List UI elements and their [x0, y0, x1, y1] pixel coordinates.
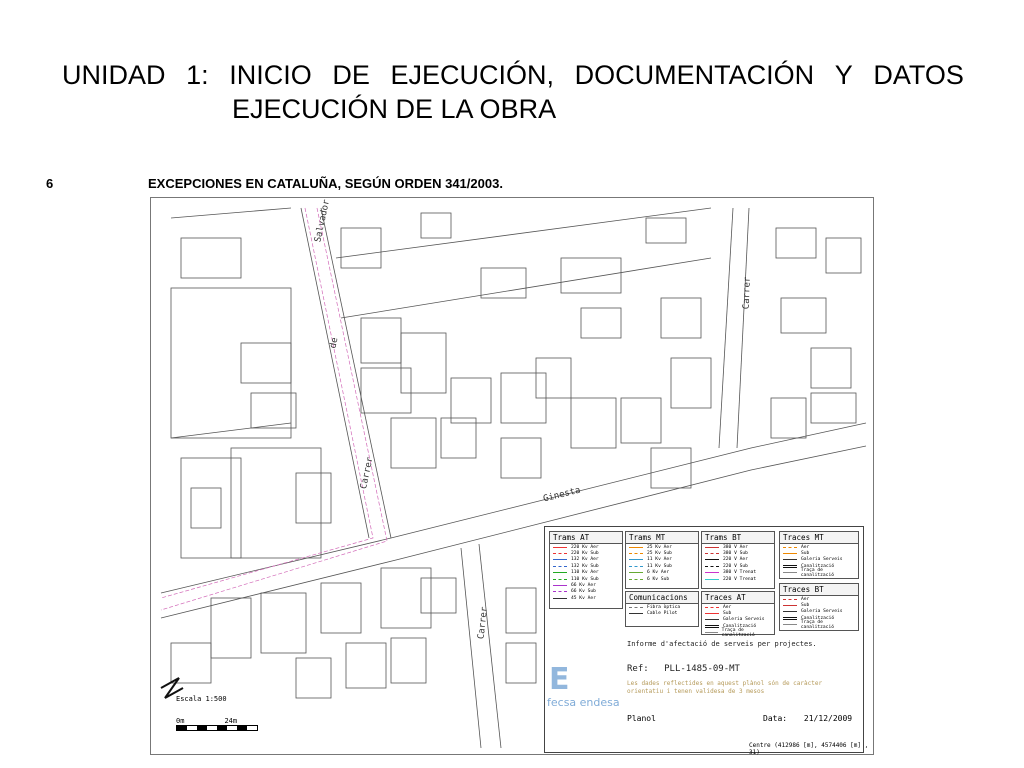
legend-label: Aer: [801, 596, 810, 602]
legend-label: 380 V Aer: [723, 544, 748, 550]
legend-comunicacions: [625, 591, 699, 627]
legend-label: 25 Kv Aer: [647, 544, 672, 550]
validity-note: Les dades reflectides en aquest plànol són de caràcter orientatiu i tenen validesa de 3 mesos: [627, 680, 823, 695]
report-reference: [627, 664, 740, 674]
legend-label: Galeria Serveis: [801, 557, 843, 563]
legend-label: 11 Kv Aer: [647, 557, 672, 563]
date-value: 21/12/2009: [803, 714, 853, 723]
legend-label: 220 V Trenat: [723, 576, 757, 582]
legend-row: [550, 595, 622, 601]
report-info-box: [623, 634, 859, 734]
legend-label: Canalització: [801, 563, 835, 569]
report-title: Informe d'afectació de serveis per projectes.: [627, 640, 817, 648]
legend-label: 220 Kv Sub: [571, 551, 599, 557]
slide-title: [62, 58, 964, 126]
street-label: Ginesta: [542, 485, 582, 505]
legend-label: 45 Kv Aer: [571, 595, 596, 601]
legend-title: Traces AT: [702, 592, 774, 604]
street-label: de: [328, 336, 341, 350]
legend-label: 380 V Trenat: [723, 570, 757, 576]
title-line-1: [62, 58, 964, 92]
legend-label: 380 V Sub: [723, 551, 748, 557]
title-word: Y: [834, 60, 853, 90]
street-label: Salvador: [313, 198, 333, 244]
legend-row: [626, 610, 698, 616]
legend-traces-at: [701, 591, 775, 638]
legend-label: 220 Kv Aer: [571, 544, 599, 550]
legend-row: [702, 576, 774, 582]
legend-label: 132 Kv Aer: [571, 557, 599, 563]
legend-title: Traces MT: [780, 532, 858, 544]
ref-value: PLL-1485-09-MT: [664, 664, 740, 674]
scale-end: 24m: [224, 717, 238, 725]
scale-start: 0m: [176, 717, 185, 725]
plan-label: Planol: [627, 714, 656, 723]
title-word: UNIDAD: [62, 60, 166, 90]
legend-title: Traces BT: [780, 584, 858, 596]
map-legend: [544, 526, 864, 753]
legend-trams-mt: [625, 531, 699, 589]
legend-label: Traça de canalització: [800, 567, 834, 578]
legend-trams-at: [549, 531, 623, 609]
legend-label: 6 Kv Sub: [647, 576, 670, 582]
legend-label: Aer: [723, 604, 732, 610]
date-label: Data:: [763, 714, 788, 723]
map-center-coordinates: Centre (412986 [m], 4574406 [m] , 31): [749, 742, 869, 756]
legend-label: 110 Kv Aer: [571, 570, 599, 576]
legend-label: 220 V Sub: [723, 563, 748, 569]
section-heading: EXCEPCIONES EN CATALUÑA, SEGÚN ORDEN 341/2003.: [148, 176, 503, 191]
legend-row: [626, 576, 698, 582]
logo-mark-icon: E: [549, 662, 570, 697]
title-word: EJECUCIÓN,: [390, 60, 555, 90]
report-date: [763, 714, 852, 723]
legend-label: Sub: [801, 551, 810, 557]
section-number: 6: [46, 176, 54, 191]
legend-row: [780, 619, 858, 630]
legend-label: 66 Kv Sub: [571, 589, 596, 595]
title-word: INICIO: [229, 60, 312, 90]
legend-label: 220 V Aer: [723, 557, 748, 563]
utility-plan-image: [150, 197, 874, 755]
title-word: 1:: [186, 60, 209, 90]
legend-label: Canalització: [723, 623, 757, 629]
legend-label: 11 Kv Sub: [647, 563, 672, 569]
street-label: Carrer: [358, 456, 376, 490]
legend-label: 6 Kv Aer: [647, 570, 670, 576]
legend-label: 110 Kv Sub: [571, 576, 599, 582]
scale-bar: [176, 695, 258, 731]
title-line-2: EJECUCIÓN DE LA OBRA: [232, 94, 557, 124]
street-label: Carrer: [476, 606, 490, 640]
fecsa-endesa-logo: [547, 662, 621, 718]
scale-label: Escala 1:500: [176, 695, 227, 703]
title-word: DOCUMENTACIÓN: [574, 60, 815, 90]
legend-label: Traça de canalització: [800, 619, 834, 630]
logo-text: fecsa endesa: [547, 696, 620, 709]
legend-label: 66 Kv Aer: [571, 583, 596, 589]
legend-title: Trams BT: [702, 532, 774, 544]
legend-title: Trams MT: [626, 532, 698, 544]
title-word: DE: [332, 60, 370, 90]
legend-title: Trams AT: [550, 532, 622, 544]
legend-label: Sub: [801, 603, 810, 609]
legend-label: Cable Pilot: [647, 611, 678, 617]
legend-row: [780, 567, 858, 578]
title-word: DATOS: [873, 60, 964, 90]
legend-trams-bt: [701, 531, 775, 589]
legend-traces-mt: [779, 531, 859, 579]
legend-label: Traça de canalització: [721, 627, 755, 638]
legend-traces-bt: [779, 583, 859, 631]
legend-title: Comunicacions: [626, 592, 698, 604]
legend-label: Galeria Serveis: [801, 609, 843, 615]
legend-label: Galeria Serveis: [723, 617, 765, 623]
legend-label: 25 Kv Sub: [647, 551, 672, 557]
legend-label: Fibra òptica: [647, 604, 681, 610]
legend-label: 132 Kv Sub: [571, 563, 599, 569]
legend-label: Sub: [723, 611, 732, 617]
legend-label: Aer: [801, 544, 810, 550]
legend-label: Canalització: [801, 615, 835, 621]
ref-label: Ref:: [627, 664, 649, 674]
street-label: Carrer: [741, 276, 753, 310]
